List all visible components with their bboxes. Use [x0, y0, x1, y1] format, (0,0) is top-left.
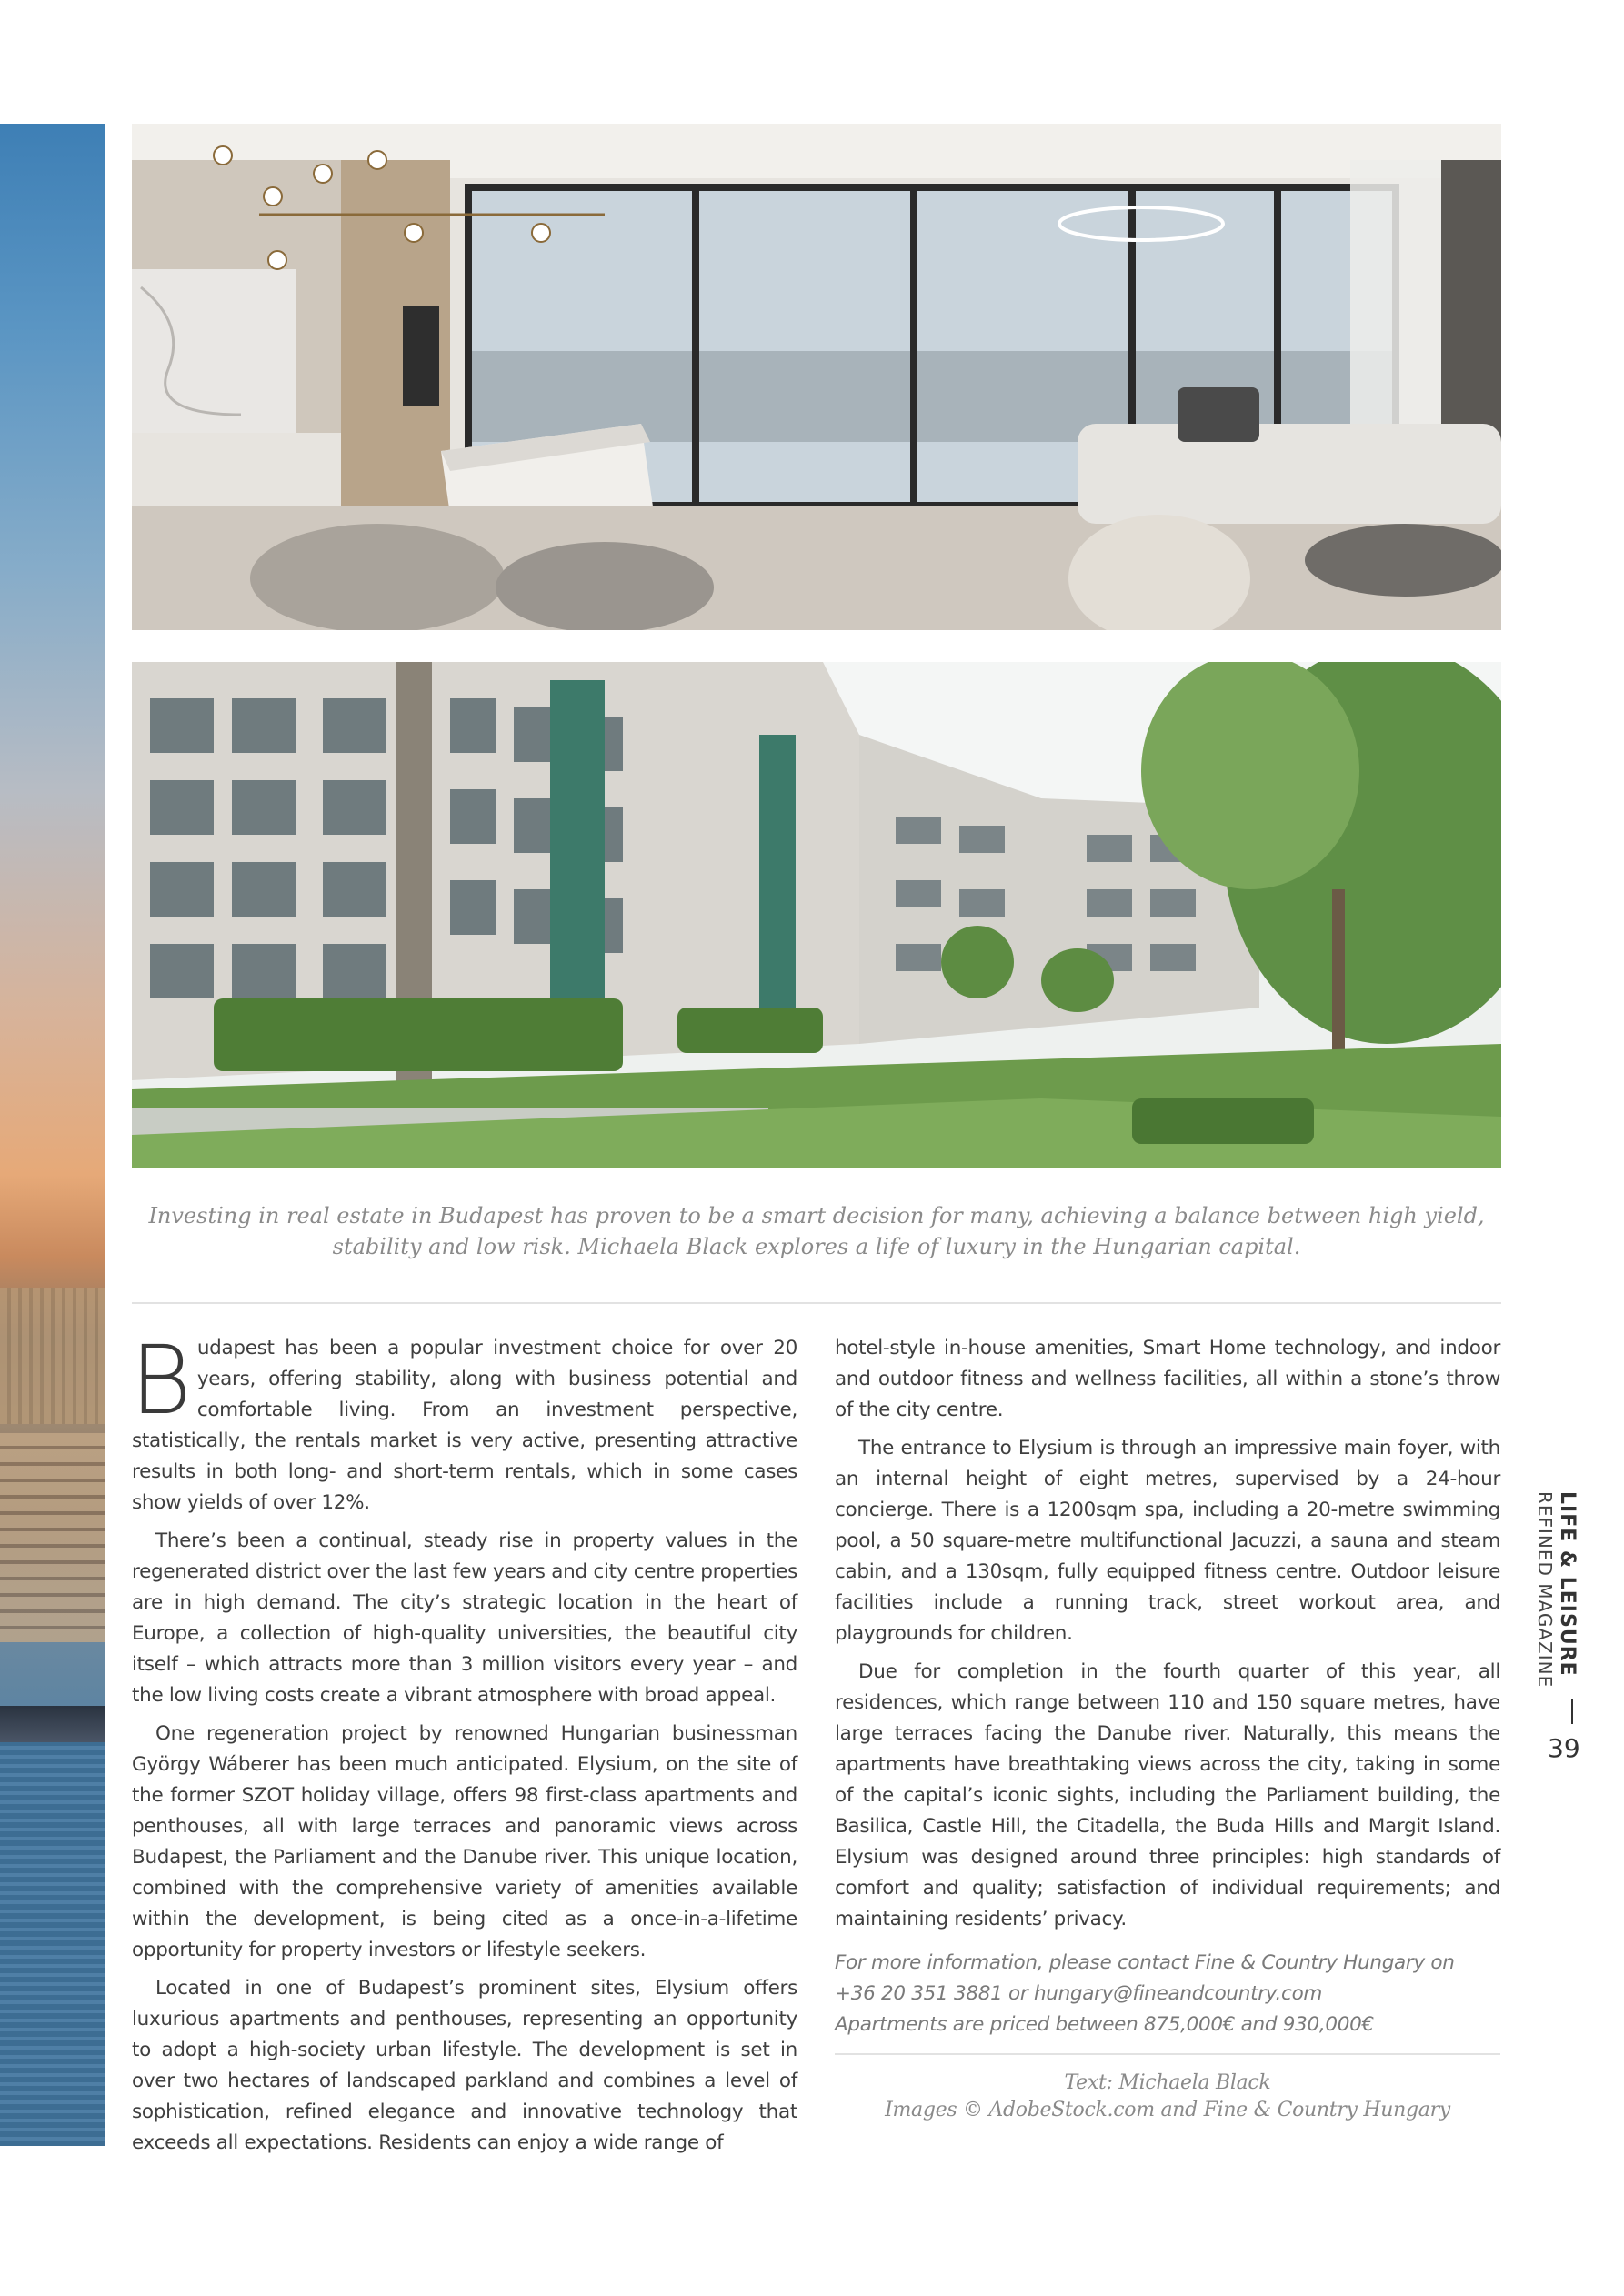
page-number: 39 [1548, 1733, 1580, 1763]
interior-illustration [132, 124, 1501, 630]
exterior-photo [132, 662, 1501, 1168]
left-bleed-photo [0, 124, 105, 2146]
header-separator [1571, 1699, 1573, 1724]
credit-images: Images © AdobeStock.com and Fine & Country Hungary [885, 2099, 1450, 2121]
exterior-illustration [132, 662, 1501, 1168]
interior-photo [132, 124, 1501, 630]
paragraph-text: udapest has been a popular investment choice for over 20 years, offering stability, along with business potential and comfortable living. From an investment perspective, statistically, the rentals market is very active, presenting attractive results in both long- and short-term rentals, which in some cases show yields of over 12%. [132, 1337, 797, 1514]
bleed-buildings [0, 1288, 105, 1424]
article-paragraph: The entrance to Elysium is through an impressive main foyer, with an internal height of eight metres, supervised by a 24-hour concierge. There is a 1200sqm spa, including a 20-metre swimming pool, a 50 square-metre multifunctional Jacuzzi, a sauna and steam cabin, and a 130sqm, fully equipped fitness centre. Outdoor leisure facilities include a running track, street workout area, and playgrounds for children. [835, 1437, 1500, 1645]
article-paragraph [130, 1325, 797, 1519]
drop-cap: B [130, 1325, 192, 1436]
running-header-text [1534, 1491, 1579, 1688]
bleed-river [0, 1742, 105, 2146]
caption-line-1: Investing in real estate in Budapest has proven to be a smart decision for many, achieving a balance between high yield, [148, 1203, 1485, 1228]
photo-caption [132, 1200, 1501, 1262]
article-paragraph: Located in one of Budapest’s prominent sites, Elysium offers luxurious apartments and penthouses, representing an opportunity to adopt a high-society urban lifestyle. The development is set in over two hectares of landscaped parkland and combines a level of sophistication, refined elegance and innovative technology that exceeds all expectations. Residents can enjoy a wide range of [132, 1977, 797, 2154]
article-paragraph: hotel-style in-house amenities, Smart Home technology, and indoor and outdoor fitness and wellness facilities, all within a stone’s throw of the city centre. [835, 1337, 1500, 1421]
article-column-left [130, 1325, 797, 2166]
article-paragraph: One regeneration project by renowned Hungarian businessman György Wáberer has been much anticipated. Elysium, on the site of the former SZOT holiday village, offers 98 first-class apartments and penthouses, all with large terraces and panoramic views across Budapest, the Parliament and the Danube river. This unique location, combined with the comprehensive variety of amenities available within the development, is being cited as a once-in-a-lifetime opportunity for property investors or lifestyle seekers. [132, 1722, 797, 1961]
credits-divider [835, 2053, 1500, 2055]
contact-line: For more information, please contact Fine & Country Hungary on +36 20 351 3881 or hungary@fineandcountry.com [835, 1951, 1455, 2005]
caption-line-2: stability and low risk. Michaela Black explores a life of luxury in the Hungarian capital. [332, 1234, 1301, 1259]
article-paragraph: There’s been a continual, steady rise in property values in the regenerated district over the last few years and city centre properties are in high demand. The city’s strategic location in the heart of Europe, a collection of high-quality universities, the beautiful city itself – which attracts more than 3 million visitors every year – and the low living costs create a vibrant atmosphere with broad appeal. [132, 1529, 797, 1707]
bleed-parliament [0, 1433, 105, 1642]
running-header [1524, 1491, 1597, 1928]
section-name: LIFE & LEISURE [1556, 1491, 1579, 1677]
price-line: Apartments are priced between 875,000€ and 930,000€ [835, 2013, 1374, 2036]
credit-text: Text: Michaela Black [1064, 2071, 1271, 2094]
article-paragraph: Due for completion in the fourth quarter of this year, all residences, which range between 110 and 150 square metres, have large terraces facing the Danube river. Naturally, this means the apartments have breathtaking views across the city, taking in some of the capital’s iconic sights, including the Parliament building, the Basilica, Castle Hill, the Citadella, the Buda Hills and Margit Island. Elysium was designed around three principles: high standards of comfort and quality; satisfaction of individual requirements; and maintaining residents’ privacy. [835, 1660, 1500, 1930]
caption-divider [132, 1302, 1501, 1304]
bleed-bridge [0, 1706, 105, 1742]
article-column-right [835, 1333, 1500, 2124]
magazine-name: REFINED MAGAZINE [1534, 1491, 1556, 1689]
contact-info [835, 1948, 1500, 2040]
credits [835, 2070, 1500, 2124]
